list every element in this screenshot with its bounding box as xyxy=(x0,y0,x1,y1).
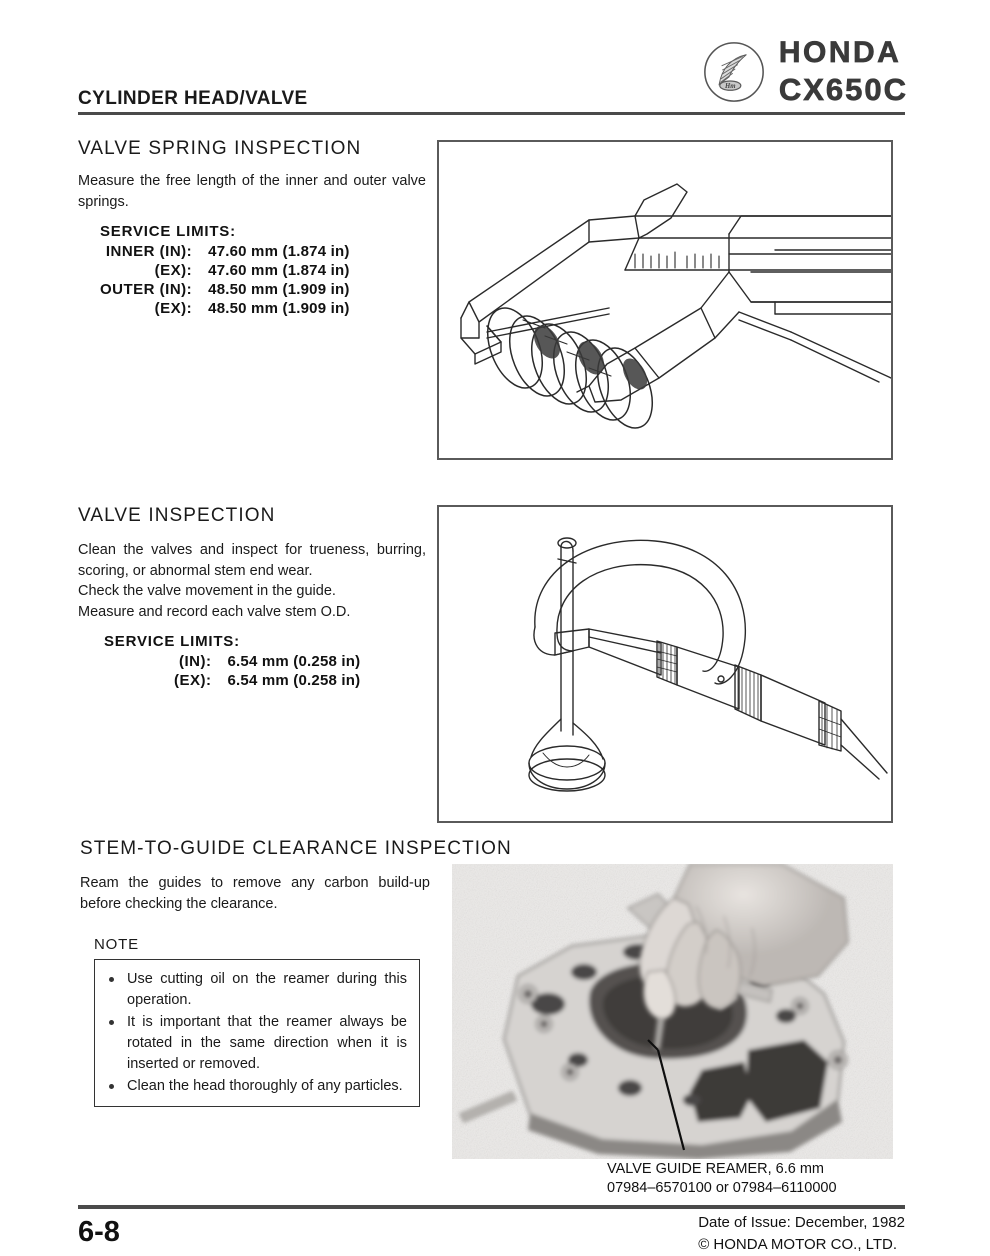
limit-label: (IN): xyxy=(179,653,212,671)
limit-value: 47.60 mm (1.874 in) xyxy=(208,243,350,261)
section-heading: VALVE SPRING INSPECTION xyxy=(78,138,362,159)
section-body-line-3: Measure and record each valve stem O.D. xyxy=(78,603,351,620)
list-item: It is important that the reamer always be rotated in the same direction when it is inserted or removed. xyxy=(101,1012,407,1075)
limit-label: (EX): xyxy=(154,262,193,280)
table-row xyxy=(100,280,350,299)
table-row xyxy=(174,671,360,690)
section-body-line-1: Clean the valves and inspect for trueness, burring, scoring, or abnormal stem end wear. xyxy=(78,542,426,579)
section-body: Measure the free length of the inner and outer valve springs. xyxy=(78,173,426,210)
brand-text xyxy=(779,38,908,105)
photo-caption xyxy=(607,1160,837,1198)
table-row xyxy=(174,652,360,671)
page-number: 6-8 xyxy=(78,1216,120,1248)
limit-value: 47.60 mm (1.874 in) xyxy=(208,262,350,280)
section-valve-inspection xyxy=(78,505,426,690)
section-heading: STEM-TO-GUIDE CLEARANCE INSPECTION xyxy=(80,838,512,859)
limit-value: 48.50 mm (1.909 in) xyxy=(208,300,350,318)
service-limits-table xyxy=(174,652,360,690)
cylinder-head-reaming-photo xyxy=(452,864,893,1159)
header-divider xyxy=(78,112,905,115)
svg-text:Hm: Hm xyxy=(724,82,736,90)
table-row xyxy=(100,242,350,261)
service-limits-table xyxy=(100,242,350,318)
limit-value: 48.50 mm (1.909 in) xyxy=(208,281,350,299)
list-item: Use cutting oil on the reamer during this operation. xyxy=(101,969,407,1011)
footer-imprint xyxy=(698,1212,905,1256)
limit-label: INNER (IN): xyxy=(105,243,193,261)
copyright-notice: © HONDA MOTOR CO., LTD. xyxy=(698,1235,898,1253)
valve-stem-micrometer-illustration xyxy=(437,505,893,823)
page-header xyxy=(0,0,990,120)
date-of-issue: Date of Issue: December, 1982 xyxy=(698,1214,905,1231)
service-limits-label: SERVICE LIMITS: xyxy=(104,633,240,651)
service-limits-label: SERVICE LIMITS: xyxy=(100,223,236,241)
limit-value: 6.54 mm (0.258 in) xyxy=(227,653,361,671)
honda-wing-logo-icon xyxy=(703,41,765,103)
brand-name: HONDA xyxy=(778,36,902,69)
limit-value: 6.54 mm (0.258 in) xyxy=(227,672,361,690)
brand-model: CX650C xyxy=(778,72,908,107)
section-body-line-2: Check the valve movement in the guide. xyxy=(78,583,336,600)
caption-line-2: 07984–6570100 or 07984–6110000 xyxy=(607,1180,837,1197)
section-body: Ream the guides to remove any carbon build-up before checking the clearance. xyxy=(80,875,430,912)
limit-label: (EX): xyxy=(174,672,212,690)
page-title: CYLINDER HEAD/VALVE xyxy=(78,88,308,109)
table-row xyxy=(100,261,350,280)
note-list xyxy=(101,969,407,1096)
list-item: Clean the head thoroughly of any particles. xyxy=(101,1076,407,1097)
table-row xyxy=(100,299,350,318)
limit-label: (EX): xyxy=(154,300,193,318)
footer-divider xyxy=(78,1205,905,1209)
limit-label: OUTER (IN): xyxy=(100,281,193,299)
note-box xyxy=(94,959,420,1107)
brand-block xyxy=(703,38,908,105)
section-valve-spring-inspection xyxy=(78,138,426,318)
caption-line-1: VALVE GUIDE REAMER, 6.6 mm xyxy=(607,1161,825,1177)
note-label: NOTE xyxy=(94,936,139,954)
section-stem-to-guide-clearance xyxy=(80,838,512,1107)
section-heading: VALVE INSPECTION xyxy=(78,505,276,526)
valve-spring-caliper-illustration xyxy=(437,140,893,460)
